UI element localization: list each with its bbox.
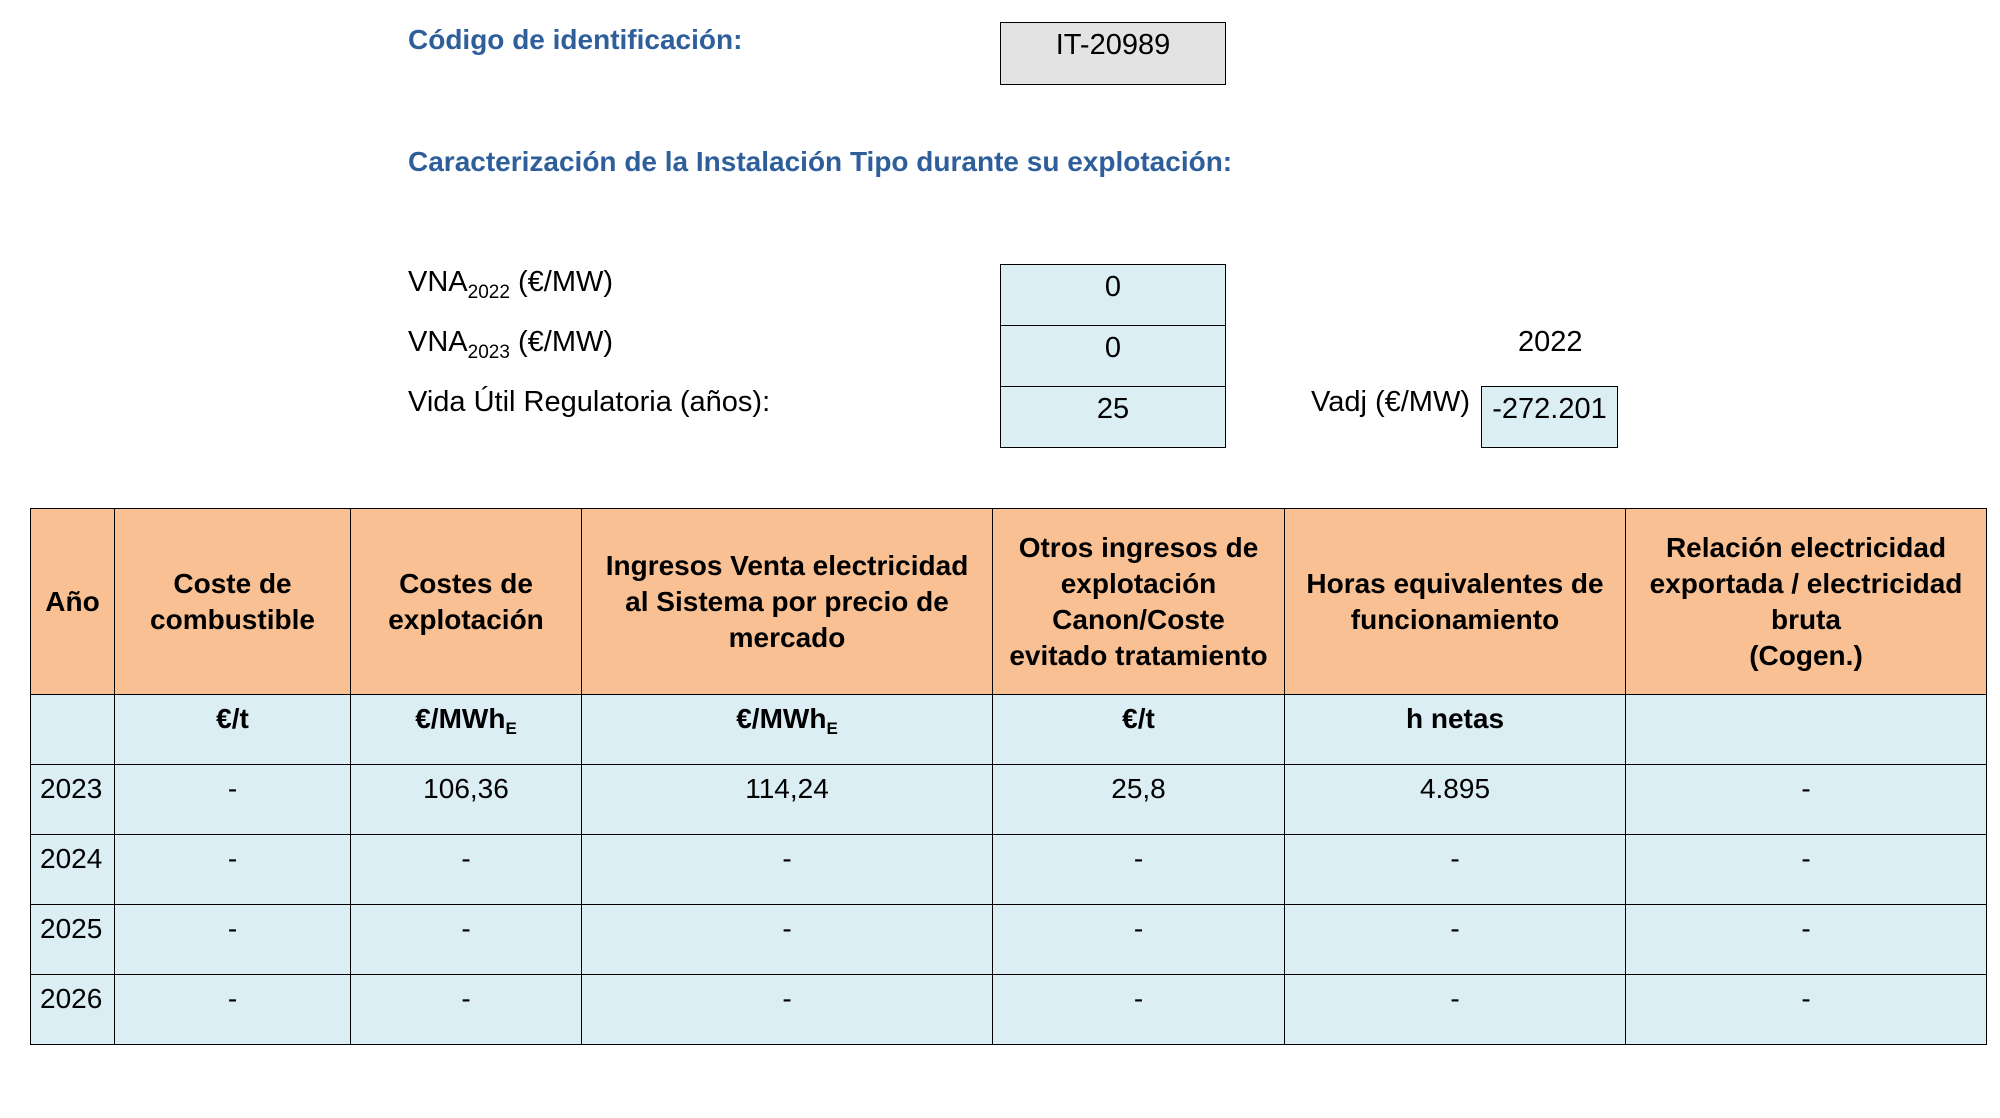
- unit-cell: [31, 695, 115, 765]
- vida-util-value: 25: [1000, 386, 1226, 448]
- value-cell: -: [1626, 765, 1987, 835]
- code-label: Código de identificación:: [408, 24, 743, 55]
- vna2022-value: 0: [1000, 264, 1226, 326]
- value-cell: -: [115, 835, 351, 905]
- unit-label: €/MWh: [415, 703, 506, 734]
- unit-cell: [115, 695, 351, 765]
- column-header: Año: [31, 509, 115, 695]
- unit-label: €/t: [216, 703, 249, 734]
- column-header: Relación electricidad exportada / electricidad bruta (Cogen.): [1626, 509, 1987, 695]
- unit-cell: [582, 695, 993, 765]
- year-cell: 2023: [31, 765, 115, 835]
- vna2023-label: $VNA_{2023}$ (€/MW): [408, 326, 614, 363]
- value-cell: 4.895: [1285, 765, 1626, 835]
- column-header: Otros ingresos de explotación Canon/Coste evitado tratamiento: [993, 509, 1285, 695]
- unit-subscript: E: [826, 719, 838, 738]
- year-label: 2022: [1518, 326, 1583, 358]
- unit-cell: [1626, 695, 1987, 765]
- column-header: Coste de combustible: [115, 509, 351, 695]
- vadj-label: Vadj (€/MW): [1311, 386, 1470, 418]
- unit-label: h netas: [1405, 703, 1505, 734]
- value-cell: -: [115, 905, 351, 975]
- unit-cell: [1285, 695, 1626, 765]
- value-cell: -: [1626, 835, 1987, 905]
- value-cell: -: [582, 905, 993, 975]
- column-header: Ingresos Venta electricidad al Sistema por precio de mercado: [582, 509, 993, 695]
- value-cell: -: [1285, 905, 1626, 975]
- table-row: [31, 835, 1987, 905]
- year-cell: 2026: [31, 975, 115, 1045]
- column-header: Horas equivalentes de funcionamiento: [1285, 509, 1626, 695]
- vadj-value: -272.201: [1481, 386, 1618, 448]
- value-cell: -: [993, 905, 1285, 975]
- costs-table: [30, 508, 1987, 1045]
- unit-cell: [993, 695, 1285, 765]
- value-cell: -: [351, 905, 582, 975]
- value-cell: -: [1285, 975, 1626, 1045]
- characterization-title: Caracterización de la Instalación Tipo durante su explotación:: [408, 146, 1233, 177]
- value-cell: 114,24: [582, 765, 993, 835]
- vna2022-label: $VNA_{2022}$ (€/MW): [408, 266, 614, 303]
- units-row: [31, 695, 1987, 765]
- header-row: [31, 509, 1987, 695]
- value-cell: -: [582, 975, 993, 1045]
- unit-label: €/MWh: [736, 703, 827, 734]
- year-cell: 2025: [31, 905, 115, 975]
- value-cell: -: [1626, 905, 1987, 975]
- value-cell: -: [1626, 975, 1987, 1045]
- vida-util-label: Vida Útil Regulatoria (años):: [408, 386, 771, 418]
- vna2023-value: 0: [1000, 325, 1226, 387]
- value-cell: 106,36: [351, 765, 582, 835]
- value-cell: -: [993, 835, 1285, 905]
- unit-subscript: E: [505, 719, 517, 738]
- value-cell: -: [582, 835, 993, 905]
- value-cell: -: [115, 765, 351, 835]
- column-header: Costes de explotación: [351, 509, 582, 695]
- value-cell: -: [115, 975, 351, 1045]
- code-value-box: IT-20989: [1000, 22, 1226, 85]
- unit-cell: [351, 695, 582, 765]
- year-cell: 2024: [31, 835, 115, 905]
- table-row: [31, 765, 1987, 835]
- table-row: [31, 905, 1987, 975]
- value-cell: -: [351, 835, 582, 905]
- value-cell: 25,8: [993, 765, 1285, 835]
- unit-label: €/t: [1122, 703, 1155, 734]
- value-cell: -: [1285, 835, 1626, 905]
- value-cell: -: [993, 975, 1285, 1045]
- table-row: [31, 975, 1987, 1045]
- value-cell: -: [351, 975, 582, 1045]
